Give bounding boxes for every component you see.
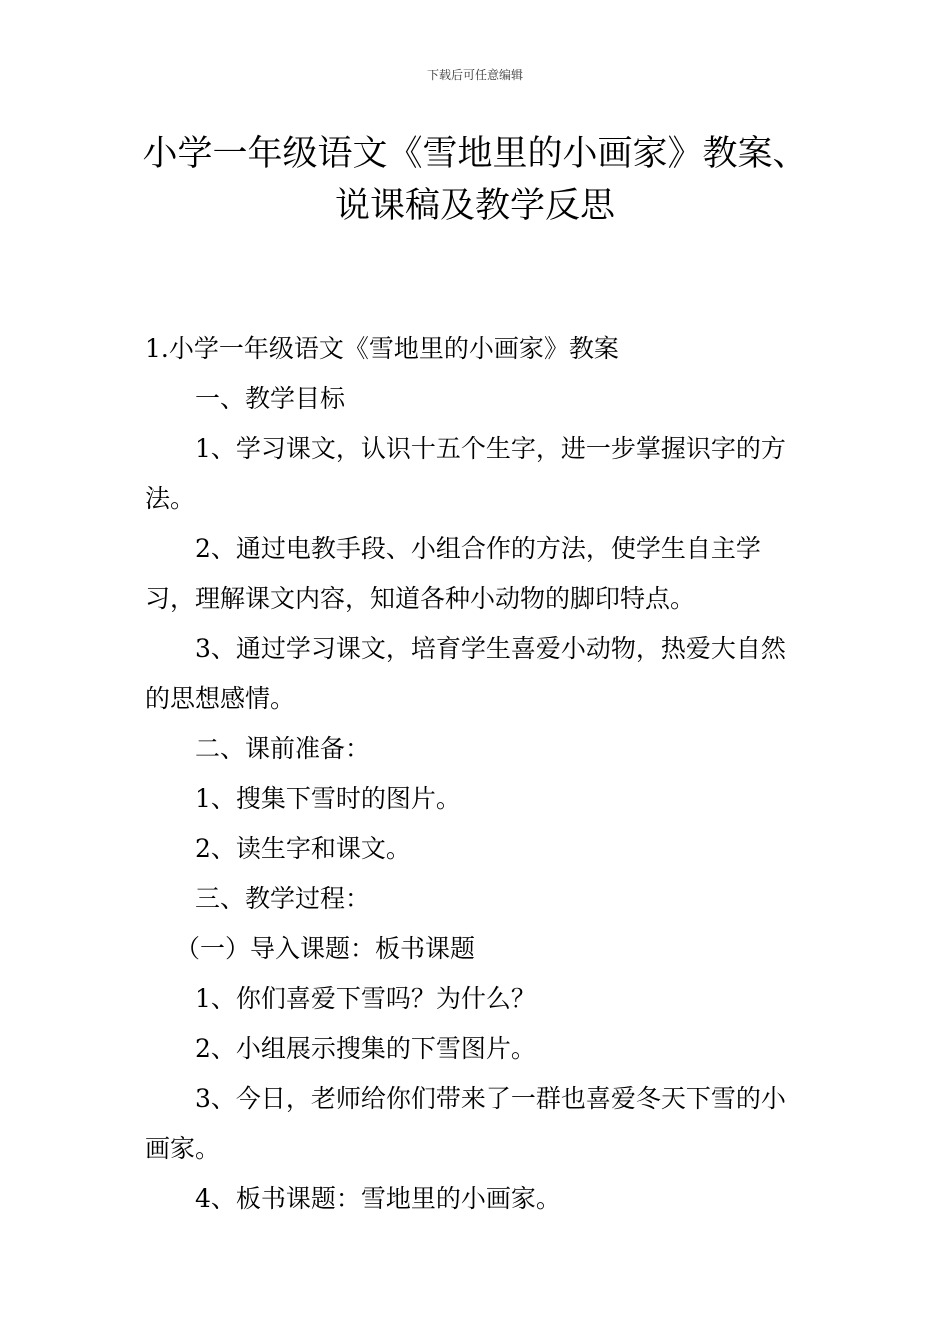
- title-line-2: 说课稿及教学反思: [334, 186, 615, 226]
- paragraph: 3、今日，老师给你们带来了一群也喜爱冬天下雪的小画家。: [145, 1084, 786, 1163]
- title-line-1: 小学一年级语文《雪地里的小画家》教案、: [142, 134, 808, 174]
- document-body: [145, 324, 810, 1224]
- subsection-heading: 三、教学过程：: [195, 884, 371, 913]
- step-heading: （一）导入课题：板书课题: [175, 934, 476, 963]
- paragraph: 2、读生字和课文。: [195, 834, 411, 863]
- subsection-heading: 一、教学目标: [195, 384, 346, 413]
- paragraph: 2、小组展示搜集的下雪图片。: [195, 1034, 536, 1063]
- paragraph: 3、通过学习课文，培育学生喜爱小动物，热爱大自然的思想感情。: [145, 634, 786, 713]
- paragraph: 1、学习课文，认识十五个生字，进一步掌握识字的方法。: [145, 434, 786, 513]
- paragraph: 2、通过电教手段、小组合作的方法，使学生自主学习，理解课文内容，知道各种小动物的脚印特点。: [145, 534, 761, 613]
- paragraph: 4、板书课题：雪地里的小画家。: [195, 1184, 561, 1213]
- subsection-heading: 二、课前准备：: [195, 734, 371, 763]
- document-title: [0, 128, 950, 232]
- paragraph: 1、搜集下雪时的图片。: [195, 784, 461, 813]
- section-heading: 1.小学一年级语文《雪地里的小画家》教案: [145, 334, 619, 363]
- header-note: 下载后可任意编辑: [426, 68, 523, 82]
- paragraph: 1、你们喜爱下雪吗？为什么？: [195, 984, 536, 1013]
